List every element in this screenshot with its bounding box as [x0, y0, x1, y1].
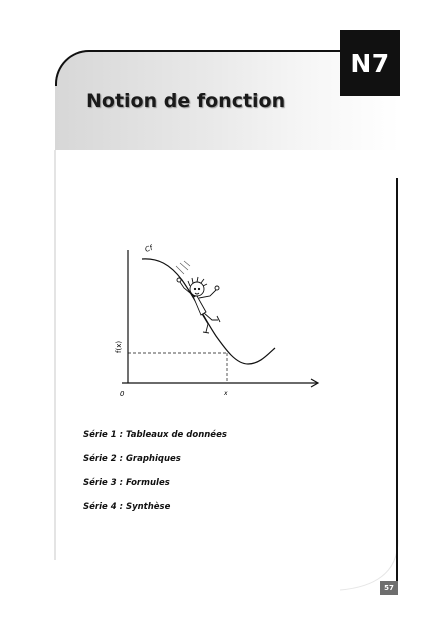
- function-curve: [142, 259, 275, 364]
- function-illustration: [100, 208, 330, 408]
- right-margin-bar: [396, 178, 398, 590]
- series-item-3: Série 3 : Formules: [83, 478, 170, 488]
- y-value-label: f(x): [115, 340, 123, 353]
- chapter-badge: N7: [340, 30, 400, 96]
- chapter-title: Notion de fonction: [86, 90, 286, 112]
- origin-label: 0: [120, 390, 125, 398]
- page-number: 57: [380, 581, 398, 595]
- curve-label: Cf: [143, 243, 154, 254]
- header-border: [55, 50, 357, 86]
- x-value-label: x: [224, 390, 228, 397]
- series-item-2: Série 2 : Graphiques: [83, 454, 181, 464]
- series-item-4: Série 4 : Synthèse: [83, 502, 171, 512]
- falling-boy: [177, 277, 220, 333]
- series-item-1: Série 1 : Tableaux de données: [83, 430, 227, 440]
- series-list: [83, 430, 227, 526]
- motion-lines: [176, 261, 190, 274]
